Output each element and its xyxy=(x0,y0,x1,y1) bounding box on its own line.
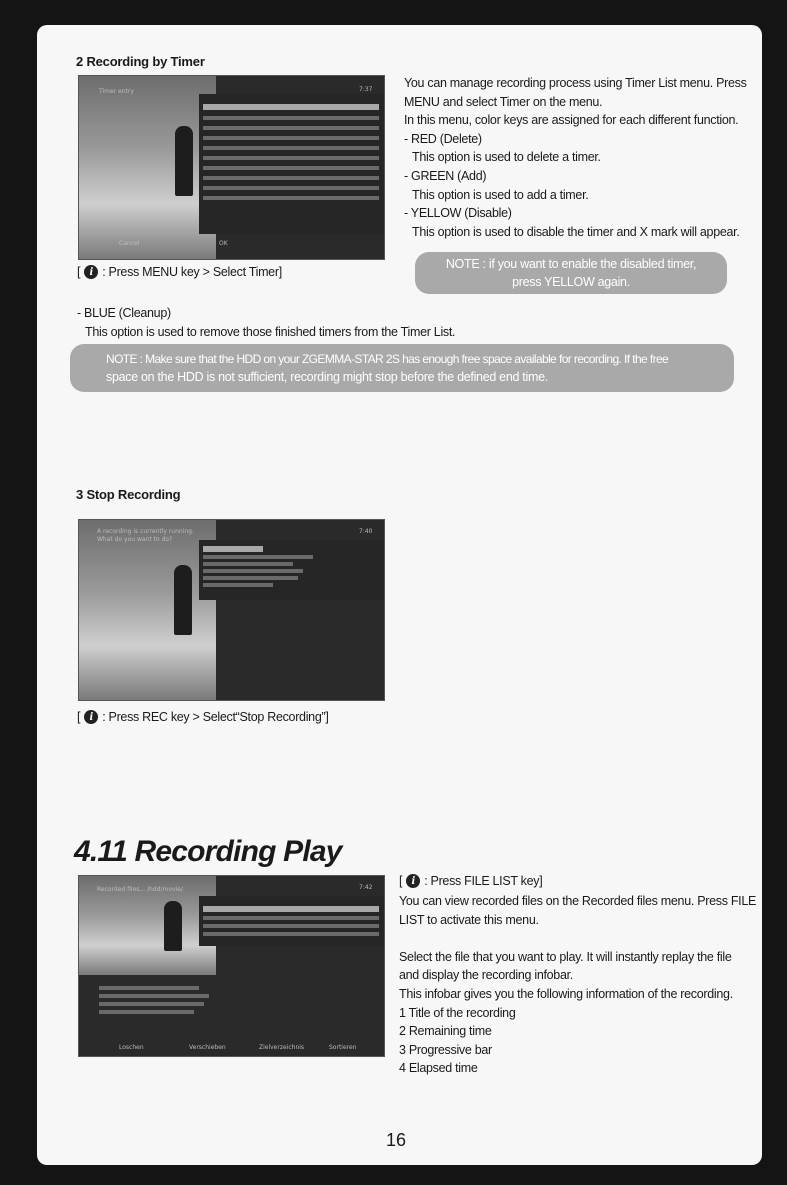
screenshot-row xyxy=(203,166,379,170)
description-line: - GREEN (Add) xyxy=(404,168,487,183)
caption-text: : Press REC key > Select“Stop Recording”] xyxy=(102,710,329,724)
hdd-note xyxy=(70,344,734,392)
screenshot-time: 7:37 xyxy=(359,86,373,93)
screenshot-row xyxy=(203,916,379,920)
description-line: This option is used to disable the timer and X mark will appear. xyxy=(412,224,740,239)
description-line: This option is used to add a timer. xyxy=(412,187,589,202)
section-heading-timer: 2 Recording by Timer xyxy=(76,54,205,69)
screenshot-highlight xyxy=(203,104,379,110)
screenshot-row xyxy=(203,576,298,580)
screenshot-row xyxy=(203,562,293,566)
screenshot-row xyxy=(203,186,379,190)
screenshot-time: 7:42 xyxy=(359,884,373,891)
screenshot-row xyxy=(99,1002,204,1006)
caption-bracket: [ xyxy=(77,265,81,279)
screenshot-title: A recording is currently running. xyxy=(97,528,194,535)
info-icon: i xyxy=(84,265,98,279)
screenshot-title: Recorded files... /hdd/movie/ xyxy=(97,886,183,893)
screenshot-row xyxy=(99,1010,194,1014)
section-title-recording-play: 4.11 Recording Play xyxy=(74,835,342,868)
screenshot-figure xyxy=(174,565,192,635)
screenshot-time: 7:40 xyxy=(359,528,373,535)
screenshot-row xyxy=(203,555,313,559)
caption-text: : Press MENU key > Select Timer] xyxy=(102,265,282,279)
timer-description xyxy=(404,74,747,241)
screenshot-row xyxy=(203,176,379,180)
recorded-files-screenshot xyxy=(78,875,385,1057)
screenshot-ok-label: OK xyxy=(219,240,228,247)
screenshot-background xyxy=(79,76,216,259)
description-line: You can view recorded files on the Recorded files menu. Press FILE xyxy=(399,894,757,908)
description-line: - RED (Delete) xyxy=(404,131,482,146)
screenshot-row xyxy=(203,116,379,120)
info-icon: i xyxy=(84,710,98,724)
caption-bracket: [ xyxy=(77,710,81,724)
description-line: This infobar gives you the following information of the recording. xyxy=(399,986,733,1001)
description-spacer xyxy=(399,929,756,948)
screenshot-row xyxy=(203,583,273,587)
description-line: LIST to activate this menu. xyxy=(399,912,539,927)
blue-description: This option is used to remove those finished timers from the Timer List. xyxy=(85,324,456,339)
screenshot-row xyxy=(99,986,199,990)
description-line: 4 Elapsed time xyxy=(399,1061,478,1076)
screenshot-row xyxy=(203,924,379,928)
section-heading-stop: 3 Stop Recording xyxy=(76,487,181,502)
screenshot-row xyxy=(203,932,379,936)
description-line: 1 Title of the recording xyxy=(399,1005,516,1020)
caption-text: : Press FILE LIST key] xyxy=(424,874,543,888)
screenshot-figure xyxy=(164,901,182,951)
description-line: and display the recording infobar. xyxy=(399,968,573,983)
screenshot-figure xyxy=(175,126,193,196)
screenshot-subtitle: What do you want to do? xyxy=(97,536,173,543)
description-line: - YELLOW (Disable) xyxy=(404,206,512,221)
screenshot-row xyxy=(203,196,379,200)
screenshot-menu-panel xyxy=(199,896,384,946)
screenshot-row xyxy=(203,136,379,140)
note-line: NOTE : Make sure that the HDD on your ZGEMMA-STAR 2S has enough free space available for recording. If the free xyxy=(106,352,669,366)
blue-label: - BLUE (Cleanup) xyxy=(77,306,171,320)
caption-bracket: [ xyxy=(399,874,403,888)
info-icon: i xyxy=(406,874,420,888)
screenshot-row xyxy=(203,126,379,130)
screenshot-button-label: Verschieben xyxy=(189,1044,226,1051)
timer-note xyxy=(415,252,727,294)
screenshot-highlight xyxy=(203,906,379,912)
screenshot-button-label: Loschen xyxy=(119,1044,144,1051)
description-line: MENU and select Timer on the menu. xyxy=(404,94,603,109)
blue-cleanup xyxy=(77,304,455,341)
description-line: 3 Progressive bar xyxy=(399,1042,492,1057)
screenshot-cancel-label: Cancel xyxy=(119,240,140,247)
screenshot-highlight xyxy=(203,546,263,552)
stop-recording-screenshot xyxy=(78,519,385,701)
screenshot-row xyxy=(203,569,303,573)
note-line: NOTE : if you want to enable the disabled timer, xyxy=(445,257,697,271)
screenshot-row xyxy=(203,146,379,150)
manual-page xyxy=(37,25,762,1165)
note-line: space on the HDD is not sufficient, recording might stop before the defined end time. xyxy=(106,370,548,384)
description-line: Select the file that you want to play. It will instantly replay the file xyxy=(399,949,732,964)
screenshot-button-label: Sortieren xyxy=(329,1044,357,1051)
play-caption xyxy=(399,874,542,888)
description-line: You can manage recording process using Timer List menu. Press xyxy=(404,76,747,90)
play-description xyxy=(399,892,756,1078)
screenshot-row xyxy=(203,156,379,160)
description-line: 2 Remaining time xyxy=(399,1024,492,1039)
description-line: In this menu, color keys are assigned for each different function. xyxy=(404,113,739,128)
timer-entry-screenshot xyxy=(78,75,385,260)
screenshot-row xyxy=(99,994,209,998)
note-line: press YELLOW again. xyxy=(512,275,630,289)
screenshot-background xyxy=(79,520,216,700)
screenshot-menu-panel xyxy=(199,94,384,234)
stop-caption xyxy=(77,710,329,724)
timer-caption xyxy=(77,265,282,279)
page-number: 16 xyxy=(386,1130,407,1150)
description-line: This option is used to delete a timer. xyxy=(412,150,601,165)
screenshot-button-label: Zielverzeichnis xyxy=(259,1044,305,1051)
screenshot-title: Timer entry xyxy=(99,88,134,95)
